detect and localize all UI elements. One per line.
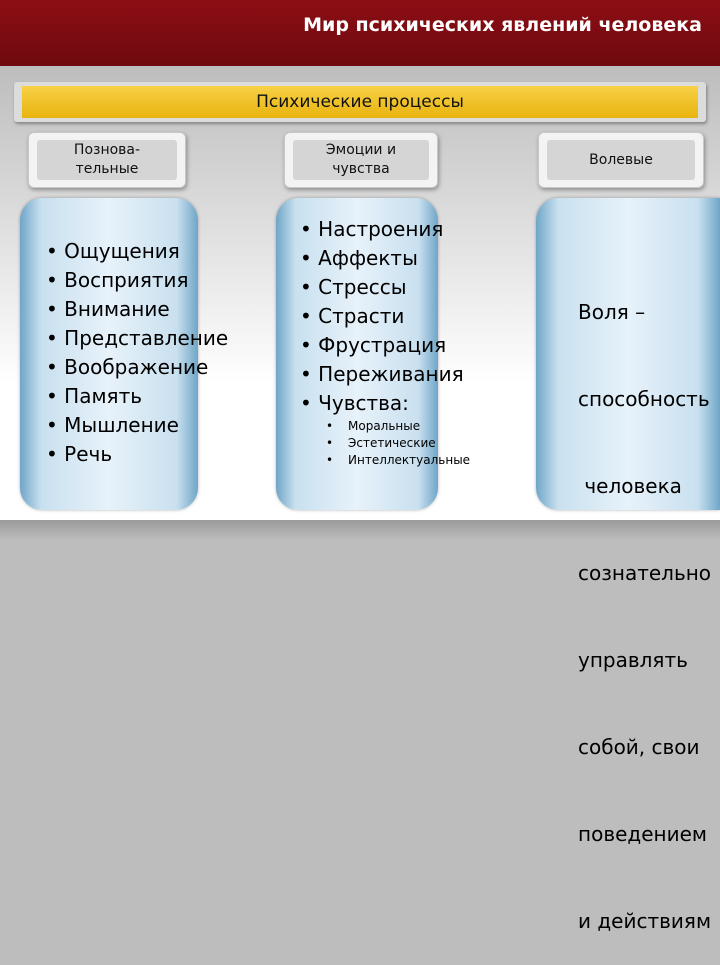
list-item: • Восприятия [46,266,228,295]
list-item: • Речь [46,440,228,469]
list-item: • Внимание [46,295,228,324]
header-volitional-line-1: Волевые [589,151,653,168]
header-emotions [284,132,438,188]
will-line: поведением [578,822,708,846]
will-definition [578,240,720,965]
header-cognitive-line-1: Познова- [73,142,141,158]
will-line: управлять [578,648,688,672]
list-item: • Страсти [300,302,464,331]
will-line: сознательно [578,561,712,585]
header-emotions-line-1: Эмоции и [325,142,397,158]
will-line: способность [578,387,710,411]
will-line: собой, свои [578,735,700,759]
list-item: • Стрессы [300,273,464,302]
will-line: человека [578,474,682,498]
sublist-item: • Моральные [326,418,470,435]
header-emotions-label [293,140,429,180]
emotions-list [300,215,464,418]
list-item: • Воображение [46,353,228,382]
list-item: • Фрустрация [300,331,464,360]
list-item: • Ощущения [46,237,228,266]
list-item: • Чувства: [300,389,464,418]
sublist-item: • Эстетические [326,435,470,452]
header-cognitive-line-2: тельные [75,161,139,177]
header-volitional [538,132,704,188]
title-bar [0,0,720,66]
list-item: • Память [46,382,228,411]
list-item: • Представление [46,324,228,353]
cognitive-list [46,237,228,469]
list-item: • Аффекты [300,244,464,273]
banner-label: Психические процессы [22,86,698,118]
list-item: • Переживания [300,360,464,389]
feelings-sublist [326,418,470,469]
will-line: и действиям [578,909,712,933]
will-line: Воля – [578,300,646,324]
sublist-item: • Интеллектуальные [326,452,470,469]
list-item: • Настроения [300,215,464,244]
header-cognitive-label [37,140,177,180]
list-item: • Мышление [46,411,228,440]
header-cognitive [28,132,186,188]
header-emotions-line-2: чувства [332,161,390,177]
banner-psychic-processes [14,82,706,122]
slide-title: Мир психических явлений человека [303,14,702,36]
header-volitional-label [547,140,695,180]
